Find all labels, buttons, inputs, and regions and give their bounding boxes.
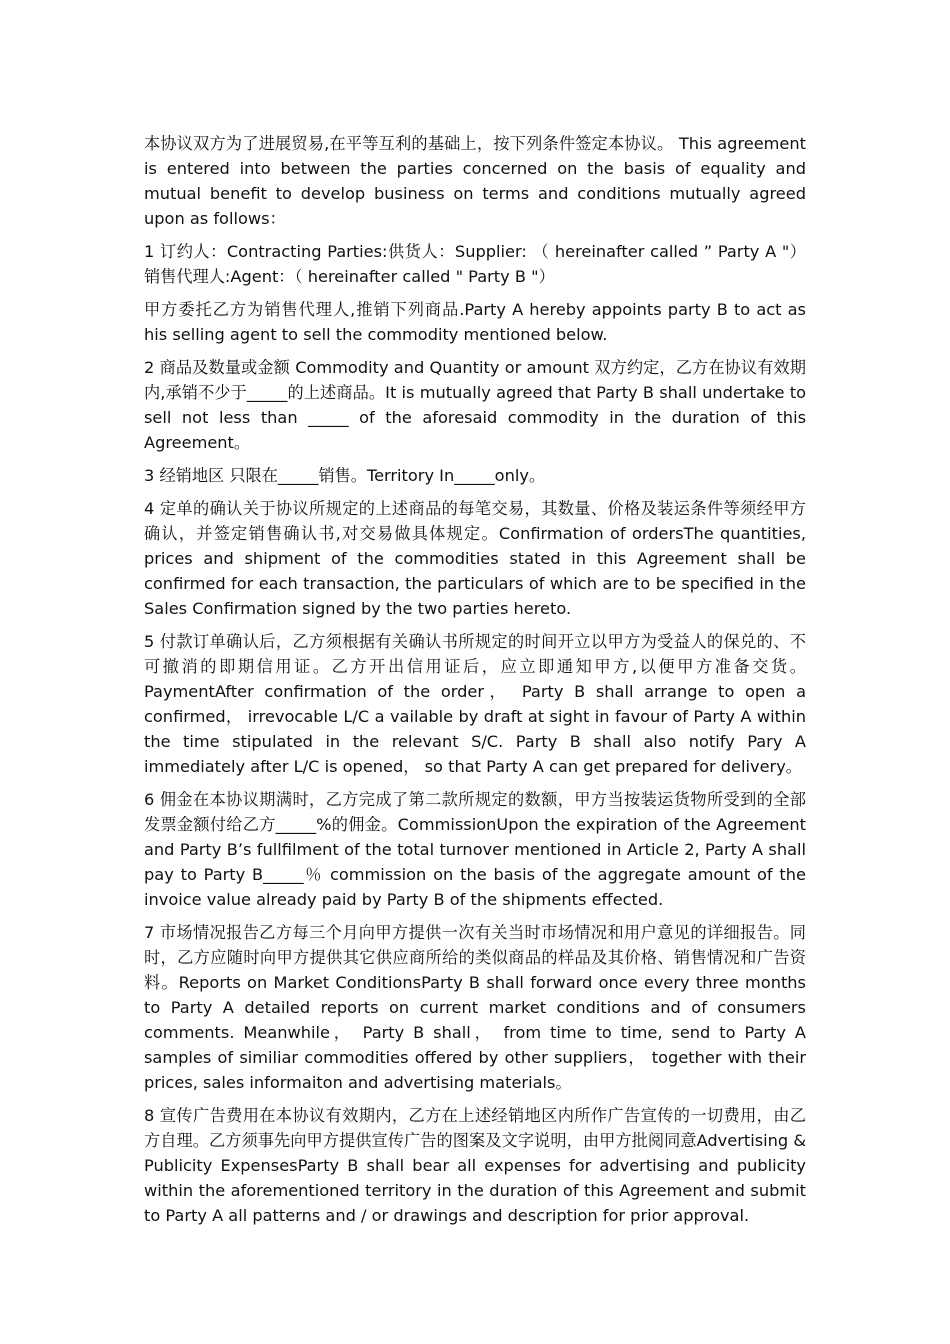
clause-6-commission: 6 佣金在本协议期满时，乙方完成了第二款所规定的数额，甲方当按装运货物所受到的全部发票金额付给乙方_____%的佣金。CommissionUpon the expiration of the Agreement and Party B’s fullfilment of the total turnover mentioned in Article 2, Party A shall pay to Party B_____％ commission on the basis of the aggregate amount of the invoice value already paid by Party B of the shipments effected. bbox=[144, 790, 806, 909]
intro-paragraph: 本协议双方为了进展贸易,在平等互利的基础上，按下列条件签定本协议。 This agreement is entered into between the parties concerned on the basis of equality and mutual benefit to develop business on terms and conditions mutually agreed upon as follows： bbox=[144, 134, 806, 228]
clause-2-commodity-quantity: 2 商品及数量或金额 Commodity and Quantity or amount 双方约定，乙方在协议有效期内,承销不少于_____的上述商品。It is mutually agreed that Party B shall undertake to sell not less than _____ of the aforesaid commodity in the duration of this Agreement。 bbox=[144, 358, 806, 452]
clause-appointment: 甲方委托乙方为销售代理人,推销下列商品.Party A hereby appoints party B to act as his selling agent to sell the commodity mentioned below. bbox=[144, 300, 806, 344]
clause-1-contracting-parties: 1 订约人：Contracting Parties:供货人：Supplier: （ hereinafter called ” Party A "）销售代理人:Agent：（ hereinafter called " Party B "） bbox=[144, 242, 806, 286]
clause-4-order-confirmation: 4 定单的确认关于协议所规定的上述商品的每笔交易，其数量、价格及装运条件等须经甲方确认，并签定销售确认书,对交易做具体规定。Confirmation of ordersThe quantities, prices and shipment of the commodities stated in this Agreement shall be confirmed for each transaction, the particulars of which are to be specified in the Sales Confirmation signed by the two parties hereto. bbox=[144, 499, 806, 618]
clause-7-market-reports: 7 市场情况报告乙方每三个月向甲方提供一次有关当时市场情况和用户意见的详细报告。同时，乙方应随时向甲方提供其它供应商所给的类似商品的样品及其价格、销售情况和广告资料。Reports on Market ConditionsParty B shall forward once every three months to Party A detailed reports on current market conditions and of consumers comments. Meanwhile， Party B shall， from time to time, send to Party A samples of similiar commodities offered by other suppliers， together with their prices, sales informaiton and advertising materials。 bbox=[144, 923, 806, 1092]
clause-8-advertising: 8 宣传广告费用在本协议有效期内，乙方在上述经销地区内所作广告宣传的一切费用，由乙方自理。乙方须事先向甲方提供宣传广告的图案及文字说明，由甲方批阅同意Advertising & Publicity ExpensesParty B shall bear all expenses for advertising and publicity within the aforementioned territory in the duration of this Agreement and submit to Party A all patterns and / or drawings and description for prior approval. bbox=[144, 1106, 806, 1225]
clause-5-payment: 5 付款订单确认后，乙方须根据有关确认书所规定的时间开立以甲方为受益人的保兑的、不可撤消的即期信用证。乙方开出信用证后，应立即通知甲方,以便甲方准备交货。PaymentAfter confirmation of the order， Party B shall arrange to open a confirmed， irrevocable L/C a vailable by draft at sight in favour of Party A within the time stipulated in the relevant S/C. Party B shall also notify Pary A immediately after L/C is opened， so that Party A can get prepared for delivery。 bbox=[144, 632, 806, 776]
agreement-document bbox=[144, 131, 806, 1236]
clause-3-territory: 3 经销地区 只限在_____销售。Territory In_____only。 bbox=[144, 466, 546, 485]
